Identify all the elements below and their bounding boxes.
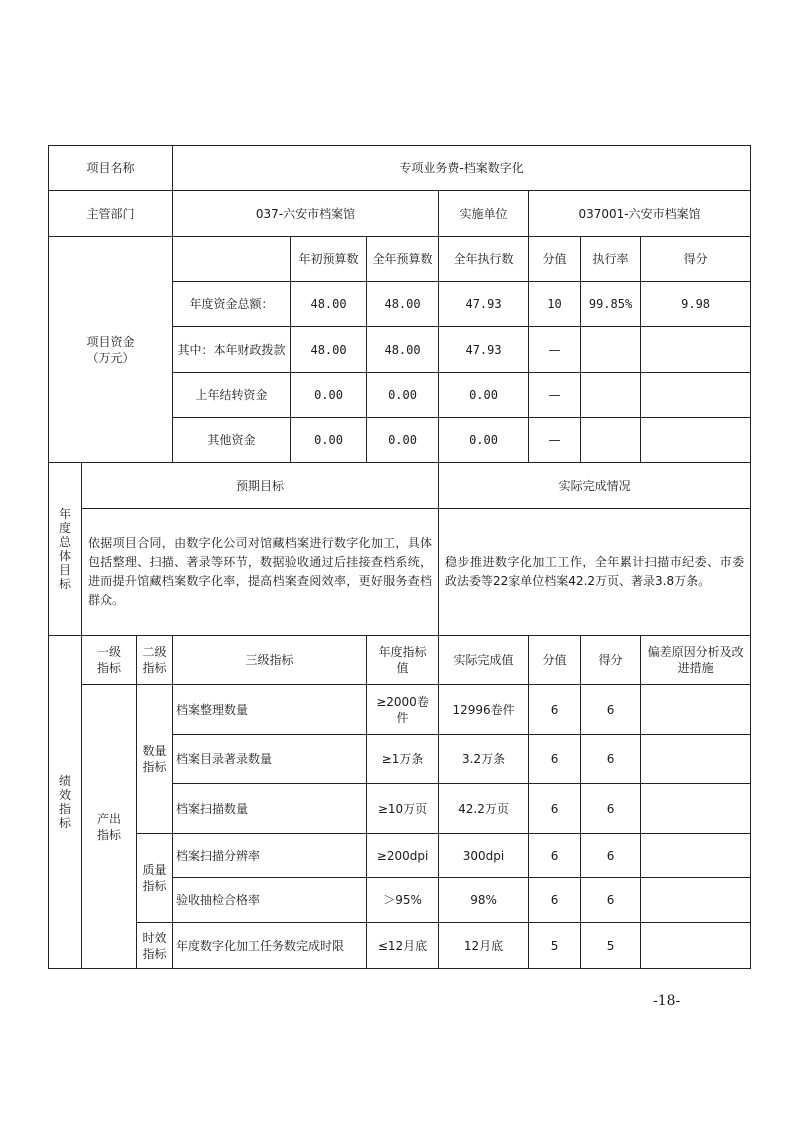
project-name-value: 专项业务费-档案数字化 (173, 146, 751, 191)
funds-row-executed: 47.93 (439, 282, 529, 327)
performance-indicators-label (49, 636, 82, 969)
funds-header-initial: 年初预算数 (291, 237, 367, 282)
annual-goals-label-text: 年度总体目标 (58, 507, 71, 591)
indicator-note (641, 685, 751, 735)
indicator-value: 6 (529, 784, 581, 834)
implementing-unit-value: 037001-六安市档案馆 (529, 191, 751, 237)
level2-quantity-text: 数量指标 (142, 744, 167, 774)
indicator-actual: 42.2万页 (439, 784, 529, 834)
indicator-target: ＞95% (367, 878, 439, 923)
funds-row-initial: 48.00 (291, 327, 367, 373)
indicator-target: ≥200dpi (367, 834, 439, 878)
indicator-name: 年度数字化加工任务数完成时限 (173, 923, 367, 969)
page-number: -18- (653, 993, 681, 1009)
funds-row-rate (581, 418, 641, 463)
funds-row-score-value: — (529, 327, 581, 373)
indicator-target-text: ≥2000卷件 (376, 694, 429, 725)
header-deviation-text: 偏差原因分析及改进措施 (647, 645, 744, 675)
funds-row-annual: 48.00 (367, 282, 439, 327)
funds-row-label: 其他资金 (173, 418, 291, 463)
goals-content-row (49, 509, 751, 636)
funds-row-executed: 47.93 (439, 327, 529, 373)
funds-row-initial: 48.00 (291, 282, 367, 327)
indicator-row (49, 834, 751, 878)
funds-row-label: 年度资金总额： (173, 282, 291, 327)
funds-header-rate: 执行率 (581, 237, 641, 282)
indicator-target (367, 685, 439, 735)
indicator-score: 5 (581, 923, 641, 969)
actual-result-text: 稳步推进数字化加工工作，全年累计扫描市纪委、市委政法委等22家单位档案42.2万页、著录3.8万条。 (439, 509, 751, 636)
indicator-actual: 3.2万条 (439, 735, 529, 784)
header-level2-text: 二级指标 (142, 645, 167, 675)
funds-row-score (641, 418, 751, 463)
indicator-row (49, 923, 751, 969)
funds-row-score-value: — (529, 373, 581, 418)
funds-row-rate: 99.85% (581, 282, 641, 327)
header-level1-text: 一级指标 (96, 645, 121, 675)
expected-goal-text: 依据项目合同，由数字化公司对馆藏档案进行数字化加工，具体包括整理、扫描、著录等环节，数据验收通过后挂接查档系统，进而提升馆藏档案数字化率，提高档案查阅效率，更好服务查档群众。 (82, 509, 439, 636)
funds-header-row (49, 237, 751, 282)
annual-goals-label (49, 463, 82, 636)
level2-quality-text: 质量指标 (142, 863, 167, 893)
project-name-row (49, 146, 751, 191)
funds-row-rate (581, 373, 641, 418)
performance-indicators-label-text: 绩效指标 (58, 774, 71, 830)
indicator-value: 5 (529, 923, 581, 969)
level2-quality (137, 834, 173, 923)
implementing-unit-label: 实施单位 (439, 191, 529, 237)
header-level3: 三级指标 (173, 636, 367, 685)
indicator-target: ≥10万页 (367, 784, 439, 834)
funds-row-score (641, 327, 751, 373)
funds-header-executed: 全年执行数 (439, 237, 529, 282)
indicator-note (641, 834, 751, 878)
project-name-label: 项目名称 (49, 146, 173, 191)
performance-header-row (49, 636, 751, 685)
funds-row-executed: 0.00 (439, 418, 529, 463)
indicator-name: 档案扫描分辨率 (173, 834, 367, 878)
funds-label-text: 项目资金（万元） (86, 334, 135, 365)
indicator-actual: 300dpi (439, 834, 529, 878)
expected-goal-header: 预期目标 (82, 463, 439, 509)
indicator-score: 6 (581, 878, 641, 923)
indicator-note (641, 878, 751, 923)
project-performance-table (48, 145, 751, 969)
funds-row-score-value: 10 (529, 282, 581, 327)
funds-header-score: 得分 (641, 237, 751, 282)
header-target-text: 年度指标值 (378, 645, 427, 675)
department-label: 主管部门 (49, 191, 173, 237)
indicator-name: 验收抽检合格率 (173, 878, 367, 923)
indicator-value: 6 (529, 685, 581, 735)
level2-quantity (137, 685, 173, 834)
indicator-score: 6 (581, 685, 641, 735)
indicator-score: 6 (581, 784, 641, 834)
header-deviation (641, 636, 751, 685)
department-value: 037-六安市档案馆 (173, 191, 439, 237)
level2-timeliness-text: 时效指标 (142, 930, 167, 961)
funds-header-annual: 全年预算数 (367, 237, 439, 282)
indicator-name: 档案整理数量 (173, 685, 367, 735)
funds-row-annual: 0.00 (367, 418, 439, 463)
funds-row-score (641, 373, 751, 418)
header-actual: 实际完成值 (439, 636, 529, 685)
indicator-note (641, 735, 751, 784)
funds-row-label: 上年结转资金 (173, 373, 291, 418)
actual-result-header: 实际完成情况 (439, 463, 751, 509)
funds-row-initial: 0.00 (291, 418, 367, 463)
performance-table-sheet (48, 145, 750, 969)
indicator-actual: 12996卷件 (439, 685, 529, 735)
header-score: 得分 (581, 636, 641, 685)
header-value: 分值 (529, 636, 581, 685)
indicator-value: 6 (529, 735, 581, 784)
indicator-name: 档案目录著录数量 (173, 735, 367, 784)
funds-row-score: 9.98 (641, 282, 751, 327)
indicator-value: 6 (529, 834, 581, 878)
indicator-name: 档案扫描数量 (173, 784, 367, 834)
header-level1 (82, 636, 137, 685)
header-target (367, 636, 439, 685)
funds-header-blank (173, 237, 291, 282)
goals-header-row (49, 463, 751, 509)
funds-row-initial: 0.00 (291, 373, 367, 418)
funds-header-score-value: 分值 (529, 237, 581, 282)
level1-output-text: 产出指标 (96, 811, 121, 842)
funds-row-executed: 0.00 (439, 373, 529, 418)
indicator-score: 6 (581, 834, 641, 878)
indicator-target: ≤12月底 (367, 923, 439, 969)
indicator-value: 6 (529, 878, 581, 923)
level1-output (82, 685, 137, 969)
indicator-target: ≥1万条 (367, 735, 439, 784)
funds-label (49, 237, 173, 463)
funds-row-annual: 0.00 (367, 373, 439, 418)
indicator-note (641, 784, 751, 834)
indicator-actual: 98% (439, 878, 529, 923)
funds-row-score-value: — (529, 418, 581, 463)
funds-row-annual: 48.00 (367, 327, 439, 373)
funds-row-label: 其中：本年财政拨款 (173, 327, 291, 373)
header-level2 (137, 636, 173, 685)
funds-row-rate (581, 327, 641, 373)
level2-timeliness (137, 923, 173, 969)
indicator-row (49, 685, 751, 735)
indicator-note (641, 923, 751, 969)
department-row (49, 191, 751, 237)
indicator-score: 6 (581, 735, 641, 784)
indicator-actual: 12月底 (439, 923, 529, 969)
